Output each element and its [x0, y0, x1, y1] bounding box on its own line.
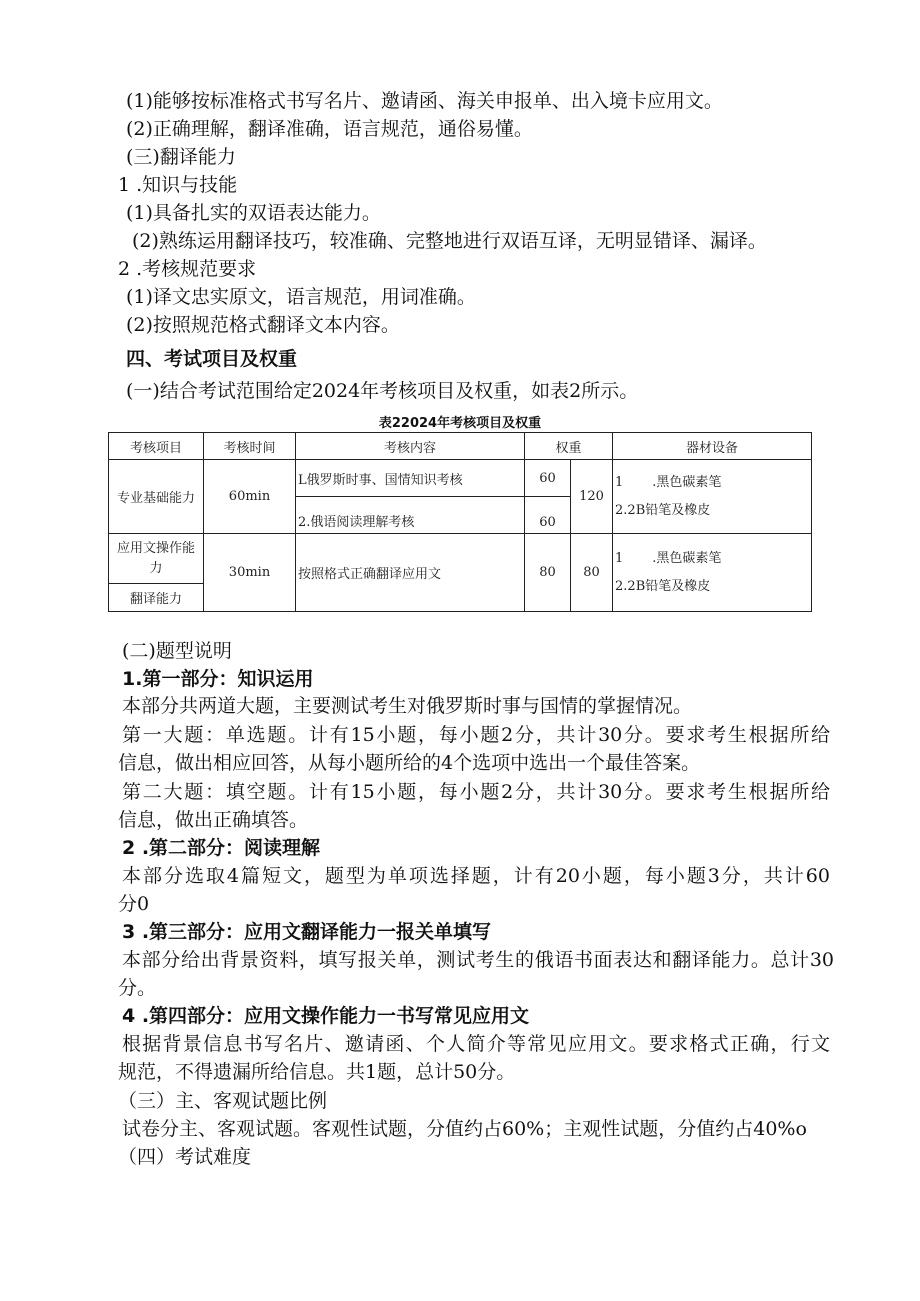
part-heading: 2 .第二部分：阅读理解 — [122, 837, 321, 859]
paragraph-line: 规范，不得遗漏所给信息。共1题，总计50分。 — [118, 1061, 516, 1083]
table-cell: 30min — [204, 534, 296, 612]
paragraph-line: 第二大题：填空题。计有15小题，每小题2分，共计30分。要求考生根据所给 — [122, 781, 830, 803]
table-cell: 翻译能力 — [109, 584, 204, 612]
paragraph-line: 信息，做出正确填答。 — [118, 809, 309, 831]
table-cell: 60min — [204, 460, 296, 534]
table-cell: 2.俄语阅读理解考核 — [296, 497, 525, 534]
text-line: (2)正确理解，翻译准确，语言规范，通俗易懂。 — [126, 118, 533, 140]
table-header: 权重 — [525, 433, 613, 460]
text-line: (2)熟练运用翻译技巧，较准确、完整地进行双语互译，无明显错译、漏译。 — [132, 230, 767, 252]
section-heading: （四）考试难度 — [118, 1146, 252, 1168]
paragraph-line: 分0 — [118, 893, 150, 915]
paragraph-line: 根据背景信息书写名片、邀请函、个人简介等常见应用文。要求格式正确，行文 — [122, 1033, 830, 1055]
section-heading: (二)题型说明 — [122, 640, 232, 662]
text-line: (1)具备扎实的双语表达能力。 — [126, 202, 381, 224]
paragraph-line: 本部分给出背景资料，填写报关单，测试考生的俄语书面表达和翻译能力。总计30 — [122, 949, 834, 971]
table-header: 考核项目 — [109, 433, 204, 460]
paragraph-line: 信息，做出相应回答，从每小题所给的4个选项中选出一个最佳答案。 — [118, 752, 701, 774]
equipment-item: 2.2B铅笔及橡皮 — [615, 578, 711, 594]
table-cell — [109, 534, 204, 584]
table-header: 考核时间 — [204, 433, 296, 460]
table-header: 器材设备 — [613, 433, 812, 460]
text-line: (2)按照规范格式翻译文本内容。 — [126, 314, 400, 336]
text-line: (一)结合考试范围给定2024年考核项目及权重，如表2所示。 — [126, 380, 639, 402]
table-cell — [613, 534, 812, 612]
subsection-heading: 1 .知识与技能 — [118, 174, 238, 196]
table-header: 考核内容 — [296, 433, 525, 460]
part-heading: 3 .第三部分：应用文翻译能力一报关单填写 — [122, 921, 492, 943]
table-cell: 80 — [525, 534, 571, 612]
table-cell: 60 — [525, 460, 571, 497]
part-heading: 4 .第四部分：应用文操作能力一书写常见应用文 — [122, 1005, 530, 1027]
section-heading: （三）主、客观试题比例 — [118, 1090, 328, 1112]
paragraph-line: 本部分选取4篇短文，题型为单项选择题，计有20小题，每小题3分，共计60 — [122, 865, 830, 887]
cell-line: 力 — [149, 560, 163, 576]
table-cell: 80 — [571, 534, 613, 612]
weights-table — [108, 432, 812, 612]
cell-line: 应用文操作能 — [116, 540, 195, 556]
equipment-item: 1 .黑色碳素笔 — [615, 474, 722, 490]
table-cell: 120 — [571, 460, 613, 534]
table-caption: 表22024年考核项目及权重 — [378, 416, 542, 431]
paragraph-line: 试卷分主、客观试题。客观性试题，分值约占60%；主观性试题，分值约占40%o — [122, 1118, 807, 1140]
text-line: (1)能够按标准格式书写名片、邀请函、海关申报单、出入境卡应用文。 — [126, 90, 723, 112]
subsection-heading: 2 .考核规范要求 — [118, 258, 257, 280]
part-heading: 1.第一部分：知识运用 — [122, 668, 314, 690]
equipment-item: 2.2B铅笔及橡皮 — [615, 502, 711, 518]
equipment-item: 1 .黑色碳素笔 — [615, 550, 722, 566]
text-line: (1)译文忠实原文，语言规范，用词准确。 — [126, 286, 476, 308]
table-cell: 按照格式正确翻译应用文 — [296, 534, 525, 612]
table-cell: 专业基础能力 — [109, 460, 204, 534]
chapter-heading: 四、考试项目及权重 — [126, 348, 298, 370]
section-heading: (三)翻译能力 — [126, 146, 236, 168]
paragraph-line: 分。 — [118, 977, 157, 999]
table-cell — [613, 460, 812, 534]
table-cell: 60 — [525, 497, 571, 534]
paragraph-line: 第一大题：单选题。计有15小题，每小题2分，共计30分。要求考生根据所给 — [122, 724, 830, 746]
table-cell: L俄罗斯时事、国情知识考核 — [296, 460, 525, 497]
paragraph-line: 本部分共两道大题，主要测试考生对俄罗斯时事与国情的掌握情况。 — [122, 695, 693, 717]
